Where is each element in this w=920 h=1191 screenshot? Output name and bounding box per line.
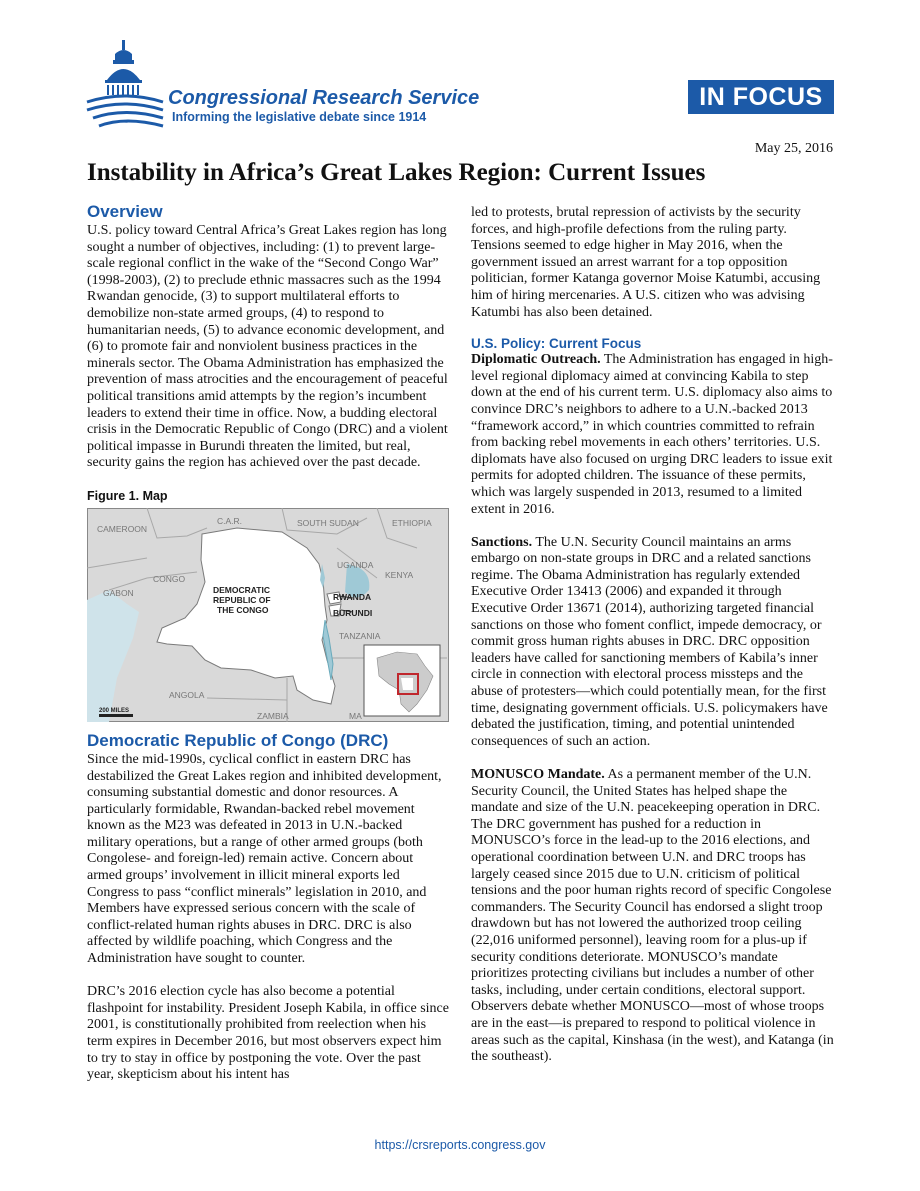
map-scale-bar (99, 714, 133, 717)
map-label-cameroon: CAMEROON (97, 523, 148, 534)
africa-inset-map (364, 645, 440, 716)
great-lakes-map (87, 508, 449, 722)
sanctions-paragraph (471, 535, 834, 751)
monusco-paragraph (471, 767, 834, 1066)
sanctions-text: The U.N. Security Council maintains an arms embargo on non-state groups in DRC and a related sanctions regime. The Obama Administration has regularly extended Executive Order 13413 (2006) and expanded it through Executive Order 13671 (2014), authorizing targeted financial sanctions on those who foment conflict, impede democracy, or commit gross human rights abuses in DRC. DRC opposition leaders have called for sanctioning members of Kabila’s inner circle in connection with electoral process missteps and the abuse of protesters—which could potentially mean, for the first time, designating government officials. U.S. policymakers have debated the justification, timing, and potential unintended consequences of such an action. (471, 534, 828, 749)
map-label-burundi: BURUNDI (333, 607, 373, 618)
map-label-uganda: UGANDA (337, 559, 374, 570)
map-label-drc-2: REPUBLIC OF (213, 594, 271, 605)
diplomatic-outreach-paragraph (471, 352, 834, 518)
drc-heading: Democratic Republic of Congo (DRC) (87, 730, 389, 750)
map-label-rwanda: RWANDA (333, 591, 372, 602)
map-label-malawi: MA (349, 710, 362, 721)
diplomatic-outreach-lead: Diplomatic Outreach. (471, 352, 601, 368)
overview-paragraph: U.S. policy toward Central Africa’s Great Lakes region has long sought a number of objectives, including: (1) to prevent large-scale regional conflict in the wake of the “Second Congo War” (1998-2003), (2) to preclude ethnic massacres such as the 1994 Rwandan genocide, (3) to support multilateral efforts to demobilize non-state armed groups, (4) to respond to humanitarian needs, (5) to advance economic development, and (6) to promote fair and nonviolent business practices in the minerals sector. The Obama Administration has emphasized the prevention of mass atrocities and the encouragement of peaceful political transitions amid attempts by the region’s incumbent leaders to extend their time in office. Now, a budding electoral crisis in the Democratic Republic of Congo (DRC) and a violent political impasse in Burundi threaten the limited, but real, security gains the region has achieved over the past decade. (87, 223, 448, 471)
map-label-drc-1: DEMOCRATIC (213, 584, 270, 595)
map-label-car: C.A.R. (217, 515, 243, 526)
map-label-tanzania: TANZANIA (339, 630, 381, 641)
drc-paragraph-1: Since the mid-1990s, cyclical conflict in eastern DRC has destabilized the Great Lakes region and inhibited development, consuming substantial domestic and donor resources. A particularly formidable, Rwandan-backed rebel movement known as the M23 was defeated in 2013 in U.N.-backed military operations, but a range of other armed groups (both Congolese- and foreign-led) remain active. Concern about armed groups’ involvement in illicit mineral exports led Congress to pass “conflict minerals” legislation in 2010, and Members have expressed serious concern with the scale of conflict-related human rights abuses in DRC. DRC is also affected by wildlife poaching, which Congress and the Administration have sought to counter. (87, 751, 442, 967)
drc-continued-paragraph: led to protests, brutal repression of activists by the security forces, and high-profile defections from the ruling party. Tensions seemed to edge higher in May 2016, when the government issued an arrest warrant for a top opposition politician, former Katanga governor Moise Katumbi, accusing him of hiring mercenaries. A U.S. citizen who was advising Katumbi has also been detained. (471, 205, 821, 320)
org-name: Congressional Research Service (168, 87, 480, 109)
footer-url-link[interactable]: https://crsreports.congress.gov (374, 1138, 546, 1152)
map-scale-label: 200 MILES (99, 707, 130, 714)
org-tagline: Informing the legislative debate since 1914 (172, 110, 427, 124)
monusco-lead: MONUSCO Mandate. (471, 767, 605, 782)
map-label-drc-3: THE CONGO (217, 604, 269, 615)
page-title: Instability in Africa’s Great Lakes Region: Current Issues (87, 159, 706, 186)
figure-caption: Figure 1. Map (87, 488, 168, 503)
map-label-congo: CONGO (153, 573, 186, 584)
diplomatic-outreach-text: The Administration has engaged in high-level regional diplomacy aimed at convincing Kabila to step down at the end of his current term. U.S. diplomacy also aims to convince DRC’s neighbors to adhere to a U.N.-backed 2013 “framework accord,” in which countries committed to refrain from backing rebel movements in each others’ territories. U.S. diplomats have also focused on urging DRC leaders to issue exit permits for adopted children. The issuance of these permits, which was largely suspended in 2013, resumed to a limited extent in 2016. (471, 352, 833, 517)
map-label-kenya: KENYA (385, 569, 414, 580)
left-column (87, 201, 449, 1084)
capitol-dome-logo (85, 40, 165, 132)
right-column (471, 205, 834, 1066)
map-label-south-sudan: SOUTH SUDAN (297, 517, 359, 528)
overview-heading: Overview (87, 202, 163, 221)
publication-date: May 25, 2016 (754, 141, 833, 156)
policy-heading: U.S. Policy: Current Focus (471, 336, 642, 352)
monusco-text: As a permanent member of the U.N. Security Council, the United States has helped shape the mandate and size of the U.N. peacekeeping operation in DRC. The DRC government has pushed for a reduction in MONUSCO’s force in the lead-up to the 2016 elections, and operational coordination between U.N. and DRC troops has largely ceased since 2015 due to U.N. criticism of political tensions and the poor human rights record of specific Congolese commanders. The Security Council has endorsed a slight troop drawdown but has not lowered the authorized troop ceiling (22,016 uniformed personnel), leaving room for a plus-up if security conditions deteriorate. MONUSCO’s mandate prioritizes protecting civilians but includes a number of other tasks, including, under certain conditions, electoral support. Observers debate whether MONUSCO—most of whose troops are in the east—is prepared to respond to political violence in areas such as the capital, Kinshasa (in the west), and Katanga (in the southeast). (471, 767, 834, 1065)
map-label-gabon: GABON (103, 587, 134, 598)
map-label-angola: ANGOLA (169, 689, 205, 700)
drc-paragraph-2: DRC’s 2016 election cycle has also become a potential flashpoint for instability. President Joseph Kabila, in office since 2001, is constitutionally prohibited from reelection when his term expires in December 2016, but most observers expect him to try to stay in office by postponing the vote. Over the past year, skepticism about his intent has (87, 984, 449, 1083)
map-label-ethiopia: ETHIOPIA (392, 517, 432, 528)
map-label-zambia: ZAMBIA (257, 710, 289, 721)
sanctions-lead: Sanctions. (471, 534, 533, 550)
in-focus-badge: IN FOCUS (688, 80, 834, 114)
